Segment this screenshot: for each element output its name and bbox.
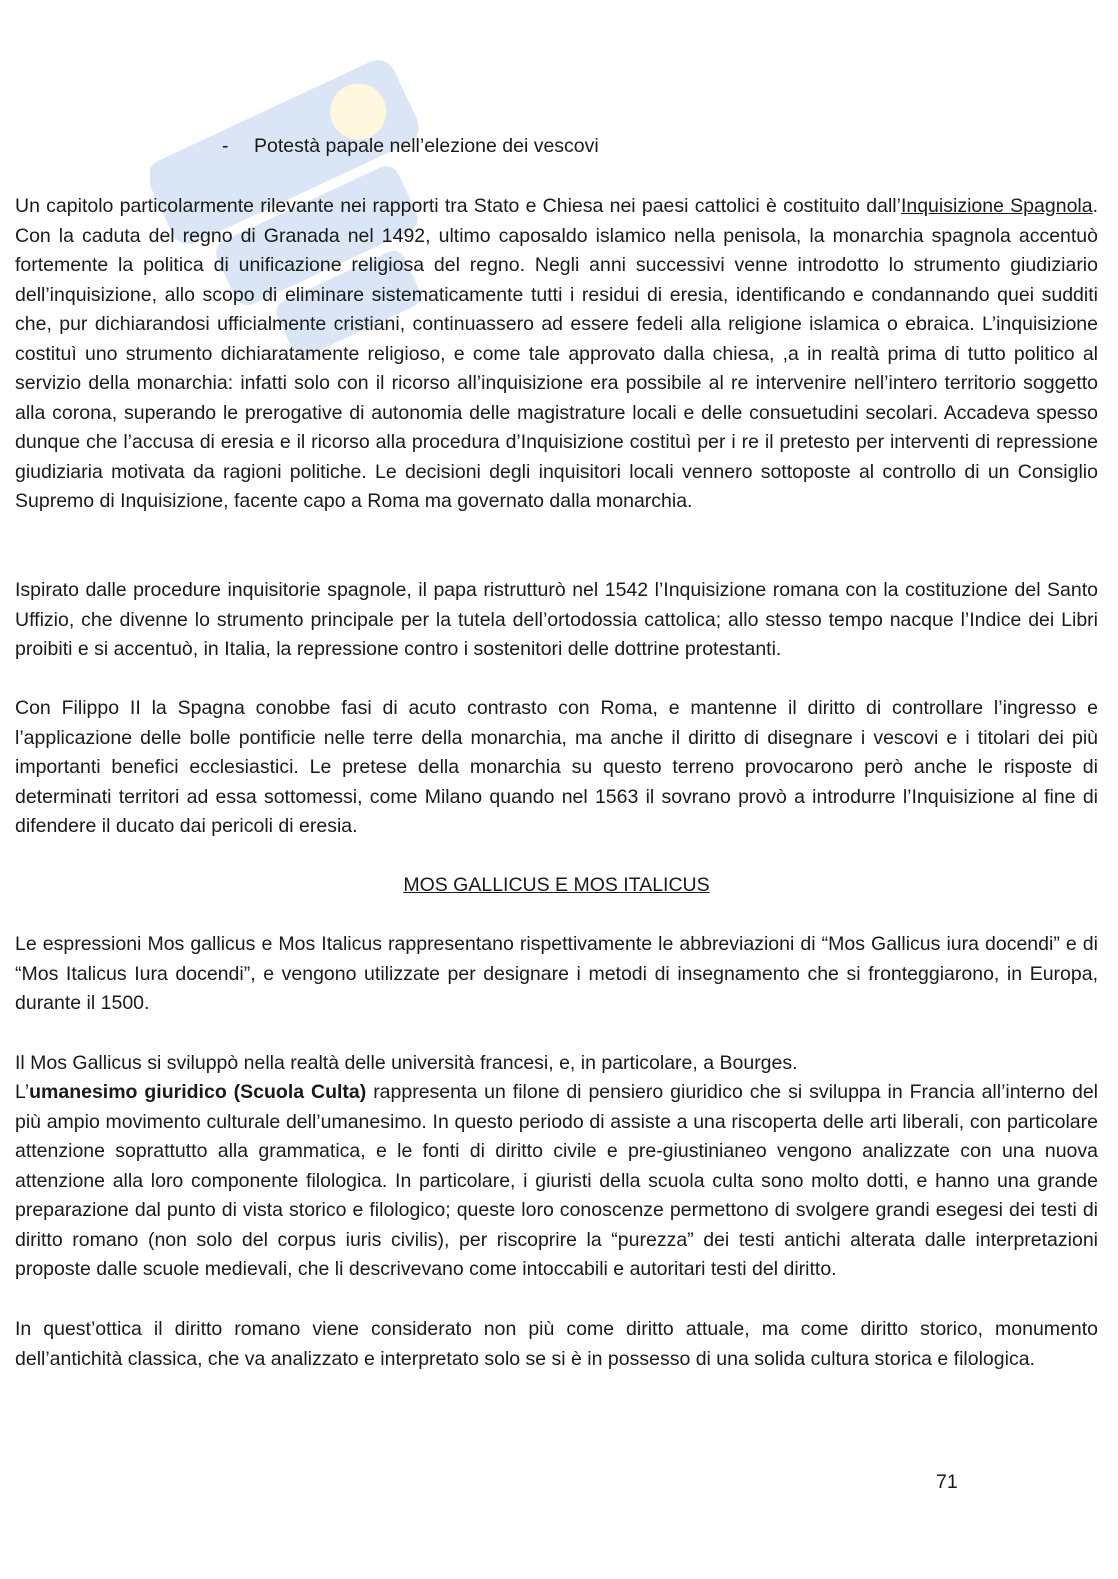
paragraph-mos-gallicus: Il Mos Gallicus si sviluppò nella realtà delle università francesi, e, in particolare, a Bourges. (15, 1052, 798, 1074)
paragraph-inquisizione-spagnola (15, 192, 1098, 517)
bullet-dash: - (222, 135, 229, 157)
para1-before: Un capitolo particolarmente rilevante nei rapporti tra Stato e Chiesa nei paesi cattolici è costituito dall’ (15, 195, 901, 217)
para6-before: L’ (15, 1081, 30, 1103)
paragraph-umanesimo-giuridico (15, 1078, 1098, 1285)
bullet-item (222, 132, 599, 162)
page-number: 71 (936, 1471, 958, 1493)
inquisizione-spagnola-link[interactable]: Inquisizione Spagnola (900, 195, 1093, 217)
paragraph-filippo-ii: Con Filippo II la Spagna conobbe fasi di acuto contrasto con Roma, e mantenne il diritto di controllare l’ingresso e l’applicazione delle bolle pontificie nelle terre della monarchia, ma anche il diritto di disegnare i vescovi e i titolari dei più importanti benefici ecclesiastici. Le pretese della monarchia su questo terreno provocarono però anche le risposte di determinati territori ad essa sottomessi, come Milano quando nel 1563 il sovrano provò a introdurre l’Inquisizione al fine di difendere il ducato dai pericoli di eresia. (15, 697, 1098, 837)
umanesimo-giuridico-term: umanesimo giuridico (Scuola Culta) (29, 1081, 367, 1103)
paragraph-diritto-romano: In quest’ottica il diritto romano viene considerato non più come diritto attuale, ma come diritto storico, monumento dell’antichità classica, che va analizzato e interpretato solo se si è in possesso di una solida cultura storica e filologica. (15, 1318, 1098, 1370)
para1-after: . Con la caduta del regno di Granada nel 1492, ultimo caposaldo islamico nella penisola, la monarchia spagnola accentuò fortemente la politica di unificazione religiosa del regno. Negli anni successivi venne introdotto lo strumento giudiziario dell’inquisizione, allo scopo di eliminare sistematicamente tutti i residui di eresia, identificando e condannando quei sudditi che, pur dichiarandosi ufficialmente cristiani, continuassero ad essere fedeli alla religione islamica o ebraica. L’inquisizione costituì uno strumento dichiaratamente religioso, e come tale approvato dalla chiesa, ,a in realtà prima di tutto politico al servizio della monarchia: infatti solo con il ricorso all’inquisizione era possibile al re intervenire nell’intero territorio soggetto alla corona, superando le prerogative di autonomia delle magistrature locali e delle consuetudini secolari. Accadeva spesso dunque che l’accusa di eresia e il ricorso alla procedura d’Inquisizione costituì per i re il pretesto per interventi di repressione giudiziaria motivata da ragioni politiche. Le decisioni degli inquisitori locali vennero sottoposte al controllo di un Consiglio Supremo di Inquisizione, facente capo a Roma ma governato dalla monarchia. (15, 195, 1099, 512)
paragraph-santo-uffizio: Ispirato dalle procedure inquisitorie spagnole, il papa ristrutturò nel 1542 l’Inquisizione romana con la costituzione del Santo Uffizio, che divenne lo strumento principale per la tutela dell’ortodossia cattolica; allo stesso tempo nacque l’Indice dei Libri proibiti e si accentuò, in Italia, la repressione contro i sostenitori delle dottrine protestanti. (15, 579, 1098, 660)
section-heading: MOS GALLICUS E MOS ITALICUS (403, 874, 710, 896)
paragraph-mos-definitions: Le espressioni Mos gallicus e Mos Italicus rappresentano rispettivamente le abbreviazioni di “Mos Gallicus iura docendi” e di “Mos Italicus Iura docendi”, e vengono utilizzate per designare i metodi di insegnamento che si fronteggiarono, in Europa, durante il 1500. (15, 933, 1098, 1014)
bullet-text: Potestà papale nell’elezione dei vescovi (254, 135, 599, 157)
para6-after: rappresenta un filone di pensiero giuridico che si sviluppa in Francia all’interno del più ampio movimento culturale dell’umanesimo. In questo periodo di assiste a una riscoperta delle arti liberali, con particolare attenzione soprattutto alla grammatica, e le fonti di diritto civile e pre-giustinianeo vengono analizzate con una nuova attenzione alla loro componente filologica. In particolare, i giuristi della scuola culta sono molto dotti, e hanno una grande preparazione dal punto di vista storico e filologico; queste loro conoscenze permettono di svolgere grandi esegesi dei testi di diritto romano (non solo del corpus iuris civilis), per riscoprire la “purezza” dei testi antichi alterata dalle interpretazioni proposte dalle scuole medievali, che li descrivevano come intoccabili e autoritari testi del diritto. (15, 1081, 1099, 1280)
